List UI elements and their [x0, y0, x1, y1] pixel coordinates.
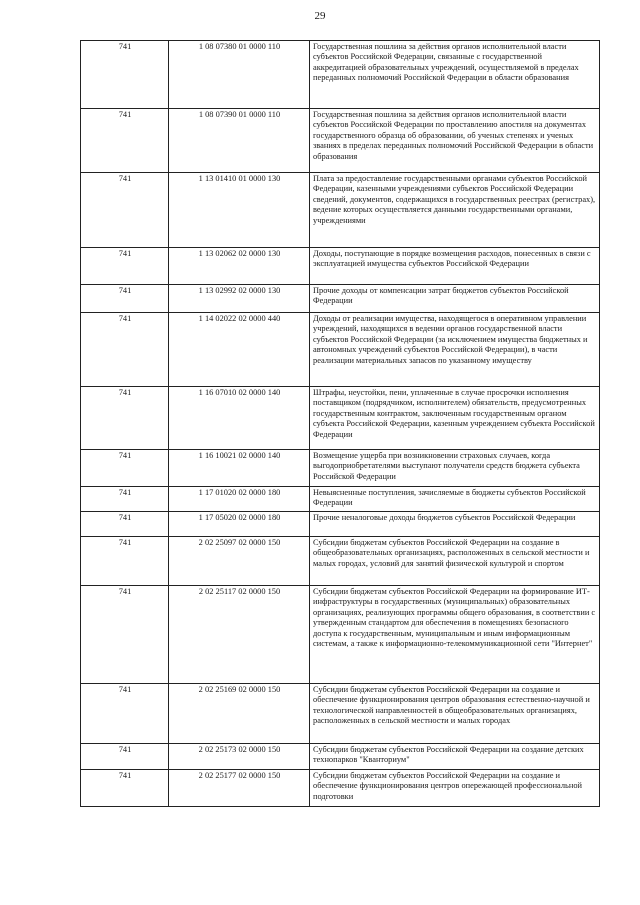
admin-code-cell: 741 [81, 313, 169, 387]
description-cell: Прочие неналоговые доходы бюджетов субъектов Российской Федерации [310, 512, 600, 537]
budget-code-cell: 1 16 07010 02 0000 140 [169, 387, 310, 450]
description-cell: Субсидии бюджетам субъектов Российской Федерации на создание и обеспечение функционирования центров образования естественно-научной и технологической направленностей в общеобразовательных организациях, расположенных в сельской местности и малых городах [310, 684, 600, 744]
description-cell: Субсидии бюджетам субъектов Российской Федерации на формирование ИТ-инфраструктуры в государственных (муниципальных) образовательных организациях, реализующих программы общего образования, в соответствии с утвержденным стандартом для обеспечения в помещениях безопасного доступа к государственным, муниципальным и иным информационным системам, а также к информационно-телекоммуникационной сети "Интернет" [310, 586, 600, 684]
admin-code-cell: 741 [81, 487, 169, 512]
budget-code-cell: 1 08 07380 01 0000 110 [169, 41, 310, 109]
table-row [81, 586, 600, 684]
table-row [81, 248, 600, 285]
budget-code-cell: 2 02 25177 02 0000 150 [169, 770, 310, 807]
budget-code-cell: 1 08 07390 01 0000 110 [169, 109, 310, 173]
description-cell: Субсидии бюджетам субъектов Российской Федерации на создание детских технопарков "Кванториум" [310, 744, 600, 770]
budget-code-cell: 1 13 02062 02 0000 130 [169, 248, 310, 285]
description-cell: Прочие доходы от компенсации затрат бюджетов субъектов Российской Федерации [310, 285, 600, 313]
table-row [81, 537, 600, 586]
admin-code-cell: 741 [81, 387, 169, 450]
table-row [81, 173, 600, 248]
table-row [81, 770, 600, 807]
table-row [81, 512, 600, 537]
admin-code-cell: 741 [81, 770, 169, 807]
description-cell: Субсидии бюджетам субъектов Российской Федерации на создание в общеобразовательных организациях, расположенных в сельской местности и малых городах, условий для занятий физической культурой и спортом [310, 537, 600, 586]
budget-code-cell: 1 13 01410 01 0000 130 [169, 173, 310, 248]
description-cell: Плата за предоставление государственными органами субъектов Российской Федерации, казенными учреждениями субъектов Российской Федерации сведений, документов, содержащихся в государственных реестрах (регистрах), ведение которых осуществляется данными государственными органами, учреждениями [310, 173, 600, 248]
budget-code-cell: 2 02 25117 02 0000 150 [169, 586, 310, 684]
description-cell: Государственная пошлина за действия органов исполнительной власти субъектов Российской Федерации по проставлению апостиля на документах государственного образца об образовании, об ученых степенях и ученых званиях в пределах переданных полномочий Российской Федерации в области образования [310, 109, 600, 173]
admin-code-cell: 741 [81, 512, 169, 537]
budget-code-cell: 2 02 25097 02 0000 150 [169, 537, 310, 586]
description-cell: Доходы, поступающие в порядке возмещения расходов, понесенных в связи с эксплуатацией имущества субъектов Российской Федерации [310, 248, 600, 285]
revenue-codes-table [80, 40, 600, 807]
budget-code-cell: 2 02 25169 02 0000 150 [169, 684, 310, 744]
admin-code-cell: 741 [81, 248, 169, 285]
table-row [81, 450, 600, 487]
budget-code-cell: 1 17 05020 02 0000 180 [169, 512, 310, 537]
page-number: 29 [314, 10, 326, 22]
admin-code-cell: 741 [81, 537, 169, 586]
budget-code-cell: 1 13 02992 02 0000 130 [169, 285, 310, 313]
table-row [81, 109, 600, 173]
table-row [81, 487, 600, 512]
budget-code-cell: 2 02 25173 02 0000 150 [169, 744, 310, 770]
table-row [81, 313, 600, 387]
admin-code-cell: 741 [81, 684, 169, 744]
admin-code-cell: 741 [81, 285, 169, 313]
table-row [81, 744, 600, 770]
admin-code-cell: 741 [81, 173, 169, 248]
admin-code-cell: 741 [81, 450, 169, 487]
budget-code-cell: 1 14 02022 02 0000 440 [169, 313, 310, 387]
admin-code-cell: 741 [81, 41, 169, 109]
table-row [81, 684, 600, 744]
description-cell: Государственная пошлина за действия органов исполнительной власти субъектов Российской Федерации, связанные с государственной аккредитацией образовательных учреждений, осуществляемой в пределах переданных полномочий Российской Федерации в области образования [310, 41, 600, 109]
description-cell: Доходы от реализации имущества, находящегося в оперативном управлении учреждений, находящихся в ведении органов государственной власти субъектов Российской Федерации (за исключением имущества бюджетных и автономных учреждений субъектов Российской Федерации), в части реализации материальных запасов по указанному имуществу [310, 313, 600, 387]
admin-code-cell: 741 [81, 109, 169, 173]
table-row [81, 41, 600, 109]
admin-code-cell: 741 [81, 586, 169, 684]
description-cell: Возмещение ущерба при возникновении страховых случаев, когда выгодоприобретателями выступают получатели средств бюджета субъекта Российской Федерации [310, 450, 600, 487]
description-cell: Штрафы, неустойки, пени, уплаченные в случае просрочки исполнения поставщиком (подрядчиком, исполнителем) обязательств, предусмотренных государственным контрактом, заключенным государственным органом субъекта Российской Федерации, казенным учреждением субъекта Российской Федерации [310, 387, 600, 450]
budget-code-cell: 1 16 10021 02 0000 140 [169, 450, 310, 487]
table-row [81, 285, 600, 313]
description-cell: Субсидии бюджетам субъектов Российской Федерации на создание и обеспечение функционирования центров опережающей профессиональной подготовки [310, 770, 600, 807]
admin-code-cell: 741 [81, 744, 169, 770]
table-row [81, 387, 600, 450]
budget-code-cell: 1 17 01020 02 0000 180 [169, 487, 310, 512]
description-cell: Невыясненные поступления, зачисляемые в бюджеты субъектов Российской Федерации [310, 487, 600, 512]
